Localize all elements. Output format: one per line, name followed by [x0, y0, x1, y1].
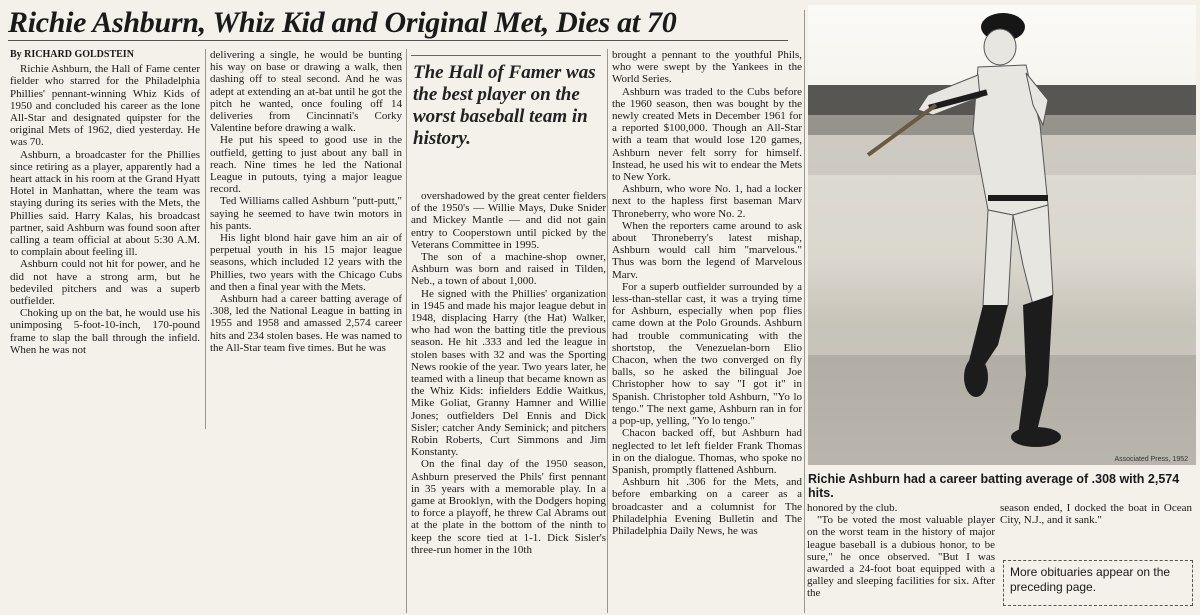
paragraph: Ashburn, a broadcaster for the Phillies since retiring as a player, apparently had a heart attack in his room at the Grand Hyatt Hotel in Manhattan, where the team was staying during its series with the Mets, the Phillies said. Harry Kalas, his broadcast partner, said Ashburn was found soon after calling a team official at about 5:30 A.M. to complain about feeling ill.	[10, 148, 200, 259]
photo	[808, 5, 1196, 465]
paragraph: season ended, I docked the boat in Ocean City, N.J., and it sank."	[1000, 502, 1192, 527]
paragraph: He signed with the Phillies' organization in 1945 and made his major league debut in 1948, displacing Harry (the Hat) Walker, who had won the batting title the previous season. He hit .333 and led the league in stolen bases with 32 and was the Sporting News rookie of the year. Two years later, he teamed with a lineup that became known as the Whiz Kids: infielders Eddie Waitkus, Mike Goliat, Granny Hamner and Willie Jones; outfielders Del Ennis and Dick Sisler; catcher Andy Seminick; and pitchers Robin Roberts, Curt Simmons and Jim Konstanty.	[411, 287, 606, 459]
paragraph: overshadowed by the great center fielders of the 1950's — Willie Mays, Duke Snider and Mickey Mantle — and did not gain entry to Cooperstown until picked by the Veterans Committee in 1995.	[411, 190, 606, 251]
more-obituaries-text: More obituaries appear on the preceding page.	[1010, 565, 1171, 594]
paragraph: Ashburn could not hit for power, and he did not have a strong arm, but he bedeviled pitchers and was a superb outfielder.	[10, 258, 200, 308]
paragraph: "To be voted the most valuable player on the worst team in the history of major league baseball is a dubious honor, to be sure," he once observed. "But I was awarded a 24-foot boat equipped with a galley and sleeping facilities for six. After the	[807, 514, 995, 600]
paragraph: Chacon backed off, but Ashburn had neglected to let left fielder Frank Thomas in on the dialogue. Thomas, who spoke no Spanish, promptly flattened Ashburn.	[612, 427, 802, 476]
photo-credit: Associated Press, 1952	[1114, 456, 1188, 463]
paragraph: The son of a machine-shop owner, Ashburn was born and raised in Tilden, Neb., a town of about 1,000.	[411, 251, 606, 288]
byline: By RICHARD GOLDSTEIN	[10, 49, 134, 60]
paragraph: Ashburn hit .306 for the Mets, and before embarking on a career as a broadcaster and a columnist for The Philadelphia Evening Bulletin and The Philadelphia Daily News, he was	[612, 476, 802, 537]
paragraph: Choking up on the bat, he would use his unimposing 5-foot-10-inch, 170-pound frame to slap the ball through the infield. When he was not	[10, 307, 200, 356]
paragraph: brought a pennant to the youthful Phils, who were swept by the Yankees in the World Series.	[612, 49, 802, 86]
paragraph: Ashburn had a career batting average of .308, led the National League in batting in 1955 and 1958 and amassed 2,574 career hits and 234 stolen bases. He was named to the All-Star team five times. But he was	[210, 293, 402, 354]
column-3	[411, 190, 606, 613]
column-1	[10, 49, 200, 429]
pull-quote-rule	[411, 55, 601, 56]
paragraph: When the reporters came around to ask about Throneberry's latest mishap, Ashburn would call him "marvelous." Thus was born the legend of Marvelous Marv.	[612, 219, 802, 281]
column-2	[210, 49, 402, 429]
column-divider	[406, 49, 407, 613]
column-divider	[607, 49, 608, 613]
pull-quote: The Hall of Famer was the best player on the worst baseball team in history.	[413, 62, 596, 149]
headline: Richie Ashburn, Whiz Kid and Original Met, Dies at 70	[8, 6, 677, 39]
headline-rule	[8, 40, 788, 41]
column-5	[807, 502, 995, 615]
photo-caption: Richie Ashburn had a career batting average of .308 with 2,574 hits.	[808, 472, 1180, 500]
paragraph: Richie Ashburn, the Hall of Fame center fielder who starred for the Philadelphia Phillies' pennant-winning Whiz Kids of 1950 and concluded his career as the lone All-Star and designated quipster for the original Mets of 1962, died yesterday. He was 70.	[10, 63, 200, 149]
paragraph: Ted Williams called Ashburn "putt-putt," saying he seemed to have twin motors in his pants.	[210, 195, 402, 232]
paragraph: Ashburn, who wore No. 1, had a locker next to the hapless first baseman Marv Throneberry, who wore No. 2.	[612, 183, 802, 220]
paragraph: On the final day of the 1950 season, Ashburn preserved the Phils' first pennant in 35 years with a memorable play. In a game at Brooklyn, with the Dodgers hoping to force a playoff, he threw Cal Abrams out at the plate in the bottom of the ninth to keep the score tied at 1-1. Dick Sisler's three-run homer in the 10th	[411, 458, 606, 556]
column-divider	[804, 10, 805, 613]
paragraph: delivering a single, he would be bunting his way on base or drawing a walk, then dashing off to steal second. And he was adept at extending an at-bat until he got the pitch he wanted, once fouling off 14 deliveries from Cincinnati's Corky Valentine before drawing a walk.	[210, 49, 402, 135]
paragraph: For a superb outfielder surrounded by a less-than-stellar cast, it was a trying time for Ashburn, especially when pop flies came down at the Polo Grounds. Ashburn had trouble communicating with the shortstop, the Venezuelan-born Elio Chacon, when the two converged on fly balls, so he asked the bilingual Joe Christopher how to say "I got it" in Spanish. Christopher told Ashburn, "Yo lo tengo." The next game, Ashburn ran in for a pop-up, yelling, "Yo lo tengo."	[612, 280, 802, 428]
player-photo-illustration	[808, 5, 1196, 465]
paragraph: Ashburn was traded to the Cubs before the 1960 season, then was bought by the newly created Mets in December 1961 for a reported $100,000. Though an All-Star with a team that would lose 120 games, Ashburn never felt sorry for himself. Instead, he used his wit to endear the Mets to New York.	[612, 85, 802, 184]
paragraph: He put his speed to good use in the outfield, getting to just about any ball in reach. Nine times he led the National League in putouts, tying a major league record.	[210, 134, 402, 196]
column-4	[612, 49, 802, 615]
column-divider	[205, 49, 206, 429]
paragraph: His light blond hair gave him an air of perpetual youth in his 15 major league seasons, which included 12 years with the Phillies, two years with the Chicago Cubs and then a final year with the Mets.	[210, 232, 402, 293]
more-obituaries-box	[1003, 560, 1193, 606]
paragraph: honored by the club.	[807, 502, 898, 514]
column-6	[1000, 502, 1192, 562]
